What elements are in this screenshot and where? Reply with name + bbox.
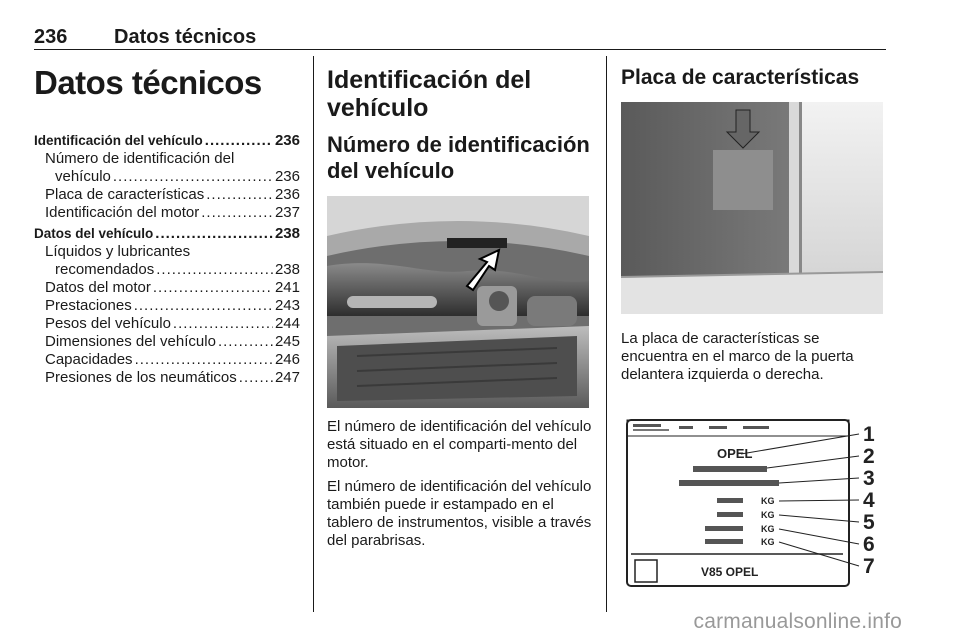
toc-entry-capacidades[interactable]: Capacidades ..... 246 — [34, 351, 300, 369]
toc-entry-placa[interactable]: Placa de características ..... 236 — [34, 186, 300, 204]
section-title-placa: Placa de características — [621, 66, 860, 89]
section-title-identificacion: Identificación del vehículo — [327, 66, 532, 122]
callout-5: 5 — [863, 511, 875, 534]
page-number: 236 — [34, 26, 68, 48]
watermark: carmanualsonline.info — [693, 610, 902, 633]
paragraph-vin-dashboard: El número de identificación del vehículo también puede ir estampado en el tablero de instrumentos, visible a través del parabrisas. — [327, 478, 592, 549]
plate-bottom-text: V85 OPEL — [701, 565, 759, 579]
callout-6: 6 — [863, 533, 875, 556]
toc-entry-motor-id[interactable]: Identificación del motor ..... 237 — [34, 204, 300, 222]
callout-1: 1 — [863, 423, 875, 446]
toc-entry-numero-id[interactable]: vehículo ..... 236 — [34, 168, 300, 186]
plate-unit-4: KG — [761, 537, 775, 547]
column-divider-2 — [606, 56, 607, 612]
door-frame-photo — [621, 102, 883, 314]
paragraph-plate-location: La placa de características se encuentra en el marco de la puerta delantera izquierda o derecha. — [621, 330, 854, 383]
plate-brand-text: OPEL — [717, 446, 753, 461]
plate-unit-1: KG — [761, 496, 775, 506]
toc-column — [34, 56, 300, 387]
table-of-contents — [34, 132, 300, 387]
callout-2: 2 — [863, 445, 875, 468]
plate-unit-2: KG — [761, 510, 775, 520]
subsection-title-numero-id: Número de identificación del vehículo — [327, 132, 590, 183]
toc-entry-pesos[interactable]: Pesos del vehículo ..... 244 — [34, 315, 300, 333]
plate-column — [621, 56, 887, 597]
chapter-title: Datos técnicos — [34, 64, 262, 101]
toc-entry-liquidos-line1[interactable]: Líquidos y lubricantes — [45, 243, 191, 260]
paragraph-vin-location: El número de identificación del vehículo está situado en el comparti-mento del motor. — [327, 418, 592, 471]
toc-entry-datos-motor[interactable]: Datos del motor ..... 241 — [34, 279, 300, 297]
toc-section-datos[interactable]: Datos del vehículo ..... 238 — [34, 225, 300, 243]
callout-7: 7 — [863, 555, 875, 578]
toc-entry-prestaciones[interactable]: Prestaciones ..... 243 — [34, 297, 300, 315]
engine-bay-photo — [327, 196, 589, 408]
page-header — [34, 24, 886, 50]
toc-entry-dimensiones[interactable]: Dimensiones del vehículo ..... 245 — [34, 333, 300, 351]
plate-unit-3: KG — [761, 524, 775, 534]
column-divider-1 — [313, 56, 314, 612]
header-title: Datos técnicos — [114, 26, 257, 48]
toc-entry-numero-id-line1[interactable]: Número de identificación del — [45, 150, 235, 167]
toc-entry-presiones[interactable]: Presiones de los neumáticos ..... 247 — [34, 369, 300, 387]
callout-3: 3 — [863, 467, 875, 490]
callout-4: 4 — [863, 489, 875, 512]
plate-diagram — [621, 402, 883, 597]
toc-entry-liquidos[interactable]: recomendados ..... 238 — [34, 261, 300, 279]
vehicle-id-column — [327, 56, 593, 550]
toc-section-identificacion[interactable]: Identificación del vehículo ..... 236 — [34, 132, 300, 150]
